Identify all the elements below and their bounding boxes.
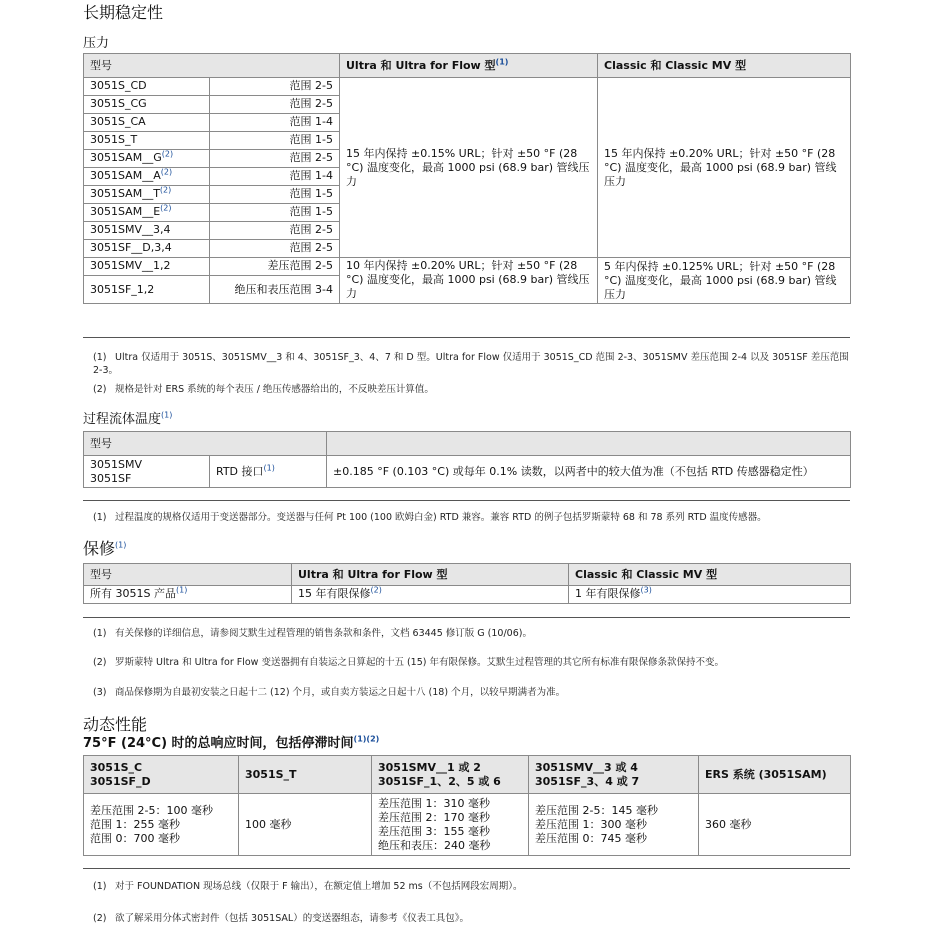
table-row-range: 范围 2-5 xyxy=(210,78,340,96)
table-row-range: 范围 2-5 xyxy=(210,150,340,168)
warranty-table xyxy=(83,563,851,604)
table-row-model: $3051SAM\_\_T^{(2)}$ xyxy=(84,186,210,204)
table-row-range: 范围 1-5 xyxy=(210,186,340,204)
table-row-range: 范围 1-4 xyxy=(210,168,340,186)
pressure-footnote-2: (2) 规格是针对 ERS 系统的每个表压 / 绝压传感器给出的，不反映差压计算值。 xyxy=(93,384,434,395)
col-classic: Classic 和 Classic MV 型 xyxy=(598,54,851,78)
table-row-model: 3051SMV__3,4 xyxy=(84,222,210,240)
divider xyxy=(83,337,850,338)
col-3051s-t: 3051S_T xyxy=(239,756,372,794)
table-row-range: 范围 1-5 xyxy=(210,204,340,222)
warranty-heading: 保修$^{(1)}$ xyxy=(83,539,127,558)
pressure-table xyxy=(83,53,851,304)
process-models: 3051SMV 3051SF xyxy=(84,456,210,488)
divider xyxy=(83,500,850,501)
group2-classic: 5 年内保持 ±0.125% URL；针对 ±50 °F (28 °C) 温度变化，最高 1000 psi (68.9 bar) 管线压力 xyxy=(598,258,851,304)
table-row xyxy=(84,78,851,96)
table-row-model: 3051SF__D,3,4 xyxy=(84,240,210,258)
warranty-footnote-1: (1) 有关保修的详细信息，请参阅艾默生过程管理的销售条款和条件，文档 63445 修订版 G (10/06)。 xyxy=(93,628,532,639)
dynamic-c3: 差压范围 1：310 毫秒 差压范围 2：170 毫秒 差压范围 3：155 毫秒 绝压和表压：240 毫秒 xyxy=(372,794,529,856)
process-interface: RTD 接口$^{(1)}$ xyxy=(210,456,327,488)
table-row-model: 3051S_T xyxy=(84,132,210,150)
col-ers: ERS 系统 (3051SAM) xyxy=(699,756,851,794)
process-table xyxy=(83,431,851,488)
warranty-ultra: 15 年有限保修$^{(2)}$ xyxy=(292,586,569,604)
table-row-model: $3051SAM\_\_E^{(2)}$ xyxy=(84,204,210,222)
pressure-heading: 压力 xyxy=(83,36,110,51)
page-title: 长期稳定性 xyxy=(83,3,164,22)
pressure-footnote-1: (1) Ultra 仅适用于 3051S、3051SMV__3 和 4、3051SF_3、4、7 和 D 型。Ultra for Flow 仅适用于 3051S_CD 范围 2-3、3051SMV 差压范围 2-4 以及 3051SF 差压范围 2-3。 xyxy=(93,352,849,376)
dynamic-c4: 差压范围 2-5：145 毫秒 差压范围 1：300 毫秒 差压范围 0：745 毫秒 xyxy=(529,794,699,856)
table-row-range: 范围 2-5 xyxy=(210,96,340,114)
dynamic-table xyxy=(83,755,851,856)
group1-ultra: 15 年内保持 ±0.15% URL；针对 ±50 °F (28 °C) 温度变化，最高 1000 psi (68.9 bar) 管线压力 xyxy=(340,78,598,258)
col-3051smv-12: 3051SMV__1 或 2 3051SF_1、2、5 或 6 xyxy=(372,756,529,794)
col-ultra: Ultra 和 Ultra for Flow 型$^{(1)}$ xyxy=(340,54,598,78)
table-row-model: $3051SAM\_\_G^{(2)}$ xyxy=(84,150,210,168)
dynamic-c2: 100 毫秒 xyxy=(239,794,372,856)
col-ultra: Ultra 和 Ultra for Flow 型 xyxy=(292,564,569,586)
col-model: 型号 xyxy=(84,432,327,456)
warranty-model: 所有 3051S 产品$^{(1)}$ xyxy=(84,586,292,604)
table-row-model: 3051SMV__1,2 xyxy=(84,258,210,276)
process-spec: ±0.185 °F (0.103 °C) 或每年 0.1% 读数，以两者中的较大值为准（不包括 RTD 传感器稳定性） xyxy=(327,456,851,488)
warranty-classic: 1 年有限保修$^{(3)}$ xyxy=(569,586,851,604)
warranty-footnote-3: (3) 商品保修期为自最初安装之日起十二 (12) 个月，或自卖方装运之日起十八 (18) 个月，以较早期满者为准。 xyxy=(93,687,566,698)
col-3051smv-34: 3051SMV__3 或 4 3051SF_3、4 或 7 xyxy=(529,756,699,794)
warranty-footnote-2: (2) 罗斯蒙特 Ultra 和 Ultra for Flow 变送器拥有自装运之日算起的十五 (15) 年有限保修。艾默生过程管理的其它所有标准有限保修条款保持不变。 xyxy=(93,657,724,668)
group2-ultra: 10 年内保持 ±0.20% URL；针对 ±50 °F (28 °C) 温度变化，最高 1000 psi (68.9 bar) 管线压力 xyxy=(340,258,598,304)
table-row-range: 范围 2-5 xyxy=(210,222,340,240)
table-row-model: 3051S_CA xyxy=(84,114,210,132)
table-row-model: 3051SF_1,2 xyxy=(84,276,210,304)
dynamic-heading: 动态性能 xyxy=(83,715,148,734)
col-model: 型号 xyxy=(84,564,292,586)
divider xyxy=(83,617,850,618)
dynamic-subheading: 75°F (24°C) 时的总响应时间，包括停滞时间$^{(1)(2)}$ xyxy=(83,734,380,751)
col-3051s-c: 3051S_C 3051SF_D xyxy=(84,756,239,794)
table-row-range: 范围 2-5 xyxy=(210,240,340,258)
process-heading: 过程流体温度$^{(1)}$ xyxy=(83,410,173,427)
dynamic-footnote-1: (1) 对于 FOUNDATION 现场总线（仅限于 F 输出），在额定值上增加 52 ms（不包括网段宏周期）。 xyxy=(93,881,523,892)
col-classic: Classic 和 Classic MV 型 xyxy=(569,564,851,586)
table-row-range: 范围 1-5 xyxy=(210,132,340,150)
dynamic-c5: 360 毫秒 xyxy=(699,794,851,856)
table-row-model: $3051SAM\_\_A^{(2)}$ xyxy=(84,168,210,186)
col-model: 型号 xyxy=(84,54,340,78)
table-row-model: 3051S_CD xyxy=(84,78,210,96)
table-row-range: 范围 1-4 xyxy=(210,114,340,132)
table-row-range: 差压范围 2-5 xyxy=(210,258,340,276)
dynamic-footnote-2: (2) 欲了解采用分体式密封件（包括 3051SAL）的变送器组态，请参考《仪表工具包》。 xyxy=(93,913,469,924)
table-row-range: 绝压和表压范围 3-4 xyxy=(210,276,340,304)
process-footnote: (1) 过程温度的规格仅适用于变送器部分。变送器与任何 Pt 100 (100 欧姆白金) RTD 兼容。兼容 RTD 的例子包括罗斯蒙特 68 和 78 系列 RTD 温度传感器。 xyxy=(93,512,767,523)
col-empty xyxy=(327,432,851,456)
group1-classic: 15 年内保持 ±0.20% URL；针对 ±50 °F (28 °C) 温度变化，最高 1000 psi (68.9 bar) 管线压力 xyxy=(598,78,851,258)
dynamic-c1: 差压范围 2-5：100 毫秒 范围 1：255 毫秒 范围 0：700 毫秒 xyxy=(84,794,239,856)
divider xyxy=(83,868,850,869)
table-row-model: 3051S_CG xyxy=(84,96,210,114)
